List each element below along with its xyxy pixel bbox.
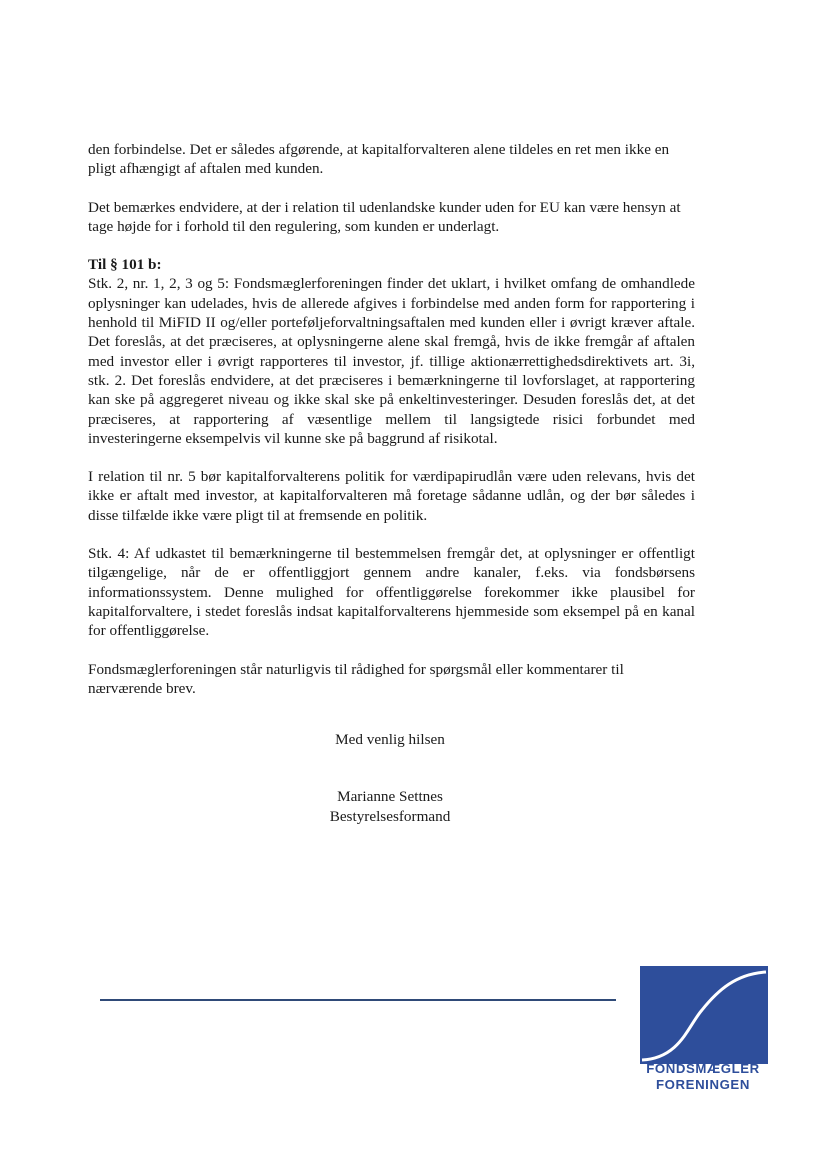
signature-block (250, 730, 530, 826)
paragraph-4: I relation til nr. 5 bør kapitalforvalterens politik for værdipapirudlån være uden relevans, hvis det ikke er aftalt med investor, at kapitalforvalteren må foretage sådanne udlån, og der bør således i disse tilfælde ikke være pligt til at fremsende en politik. (88, 468, 695, 524)
paragraph-6: Fondsmæglerforeningen står naturligvis til rådighed for spørgsmål eller kommentarer til nærværende brev. (88, 660, 624, 697)
signer-name: Marianne Settnes (337, 788, 443, 806)
signer-title: Bestyrelsesformand (329, 807, 451, 825)
footer-divider (100, 999, 616, 1001)
section-heading: Til § 101 b: (88, 256, 162, 274)
logo-line-1: FONDSMÆGLER (646, 1061, 760, 1076)
paragraph-1: den forbindelse. Det er således afgørende, at kapitalforvalteren alene tildeles en ret men ikke en pligt afhængigt af aftalen med kunden. (88, 141, 670, 178)
paragraph-5: Stk. 4: Af udkastet til bemærkningerne til bestemmelsen fremgår det, at oplysninger er offentligt tilgængelige, når de er offentliggjort gennem andre kanaler, f.eks. via fondsbørsens informationssystem. Denne mulighed for offentliggørelse forekommer ikke plausibel for kapitalforvaltere, i stedet foreslås indsat kapitalforvalterens hjemmeside som eksempel på en kanal for offentliggørelse. (88, 545, 695, 640)
letter-body (88, 140, 695, 717)
paragraph-3: Stk. 2, nr. 1, 2, 3 og 5: Fondsmæglerforeningen finder det uklart, i hvilket omfang de omhandlede oplysninger kan udelades, hvis de allerede afgives i forbindelse med anden form for rapportering i henhold til MiFID II og/eller porteføljeforvaltningsaftalen med kunden eller i øvrigt kræver aftale. Det foreslås, at det præciseres, at oplysningerne alene skal fremgå, hvis de ikke fremgår af aftalen med investor eller i øvrigt rapporteres til investor, jf. tillige aktionærrettighedsdirektivets art. 3i, stk. 2. Det foreslås endvidere, at det præciseres i bemærkningerne til lovforslaget, at rapportering kan ske på aggregeret niveau og ikke skal ske på enkeltinvesteringer. Desuden foreslås det, at det præciseres, at rapportering af væsentlige mellem til langsigtede risici forbundet med investeringerne eksempelvis vil kunne ske på baggrund af risikotal. (88, 275, 695, 447)
paragraph-2: Det bemærkes endvidere, at der i relation til udenlandske kunder uden for EU kan være hensyn at tage højde for i forhold til den regulering, som kunden er underlagt. (88, 198, 681, 235)
logo-wordmark (624, 1061, 782, 1093)
logo-line-2: FORENINGEN (656, 1077, 750, 1092)
closing-greeting: Med venlig hilsen (335, 731, 445, 748)
fondsmaegler-logo-icon (640, 966, 768, 1064)
